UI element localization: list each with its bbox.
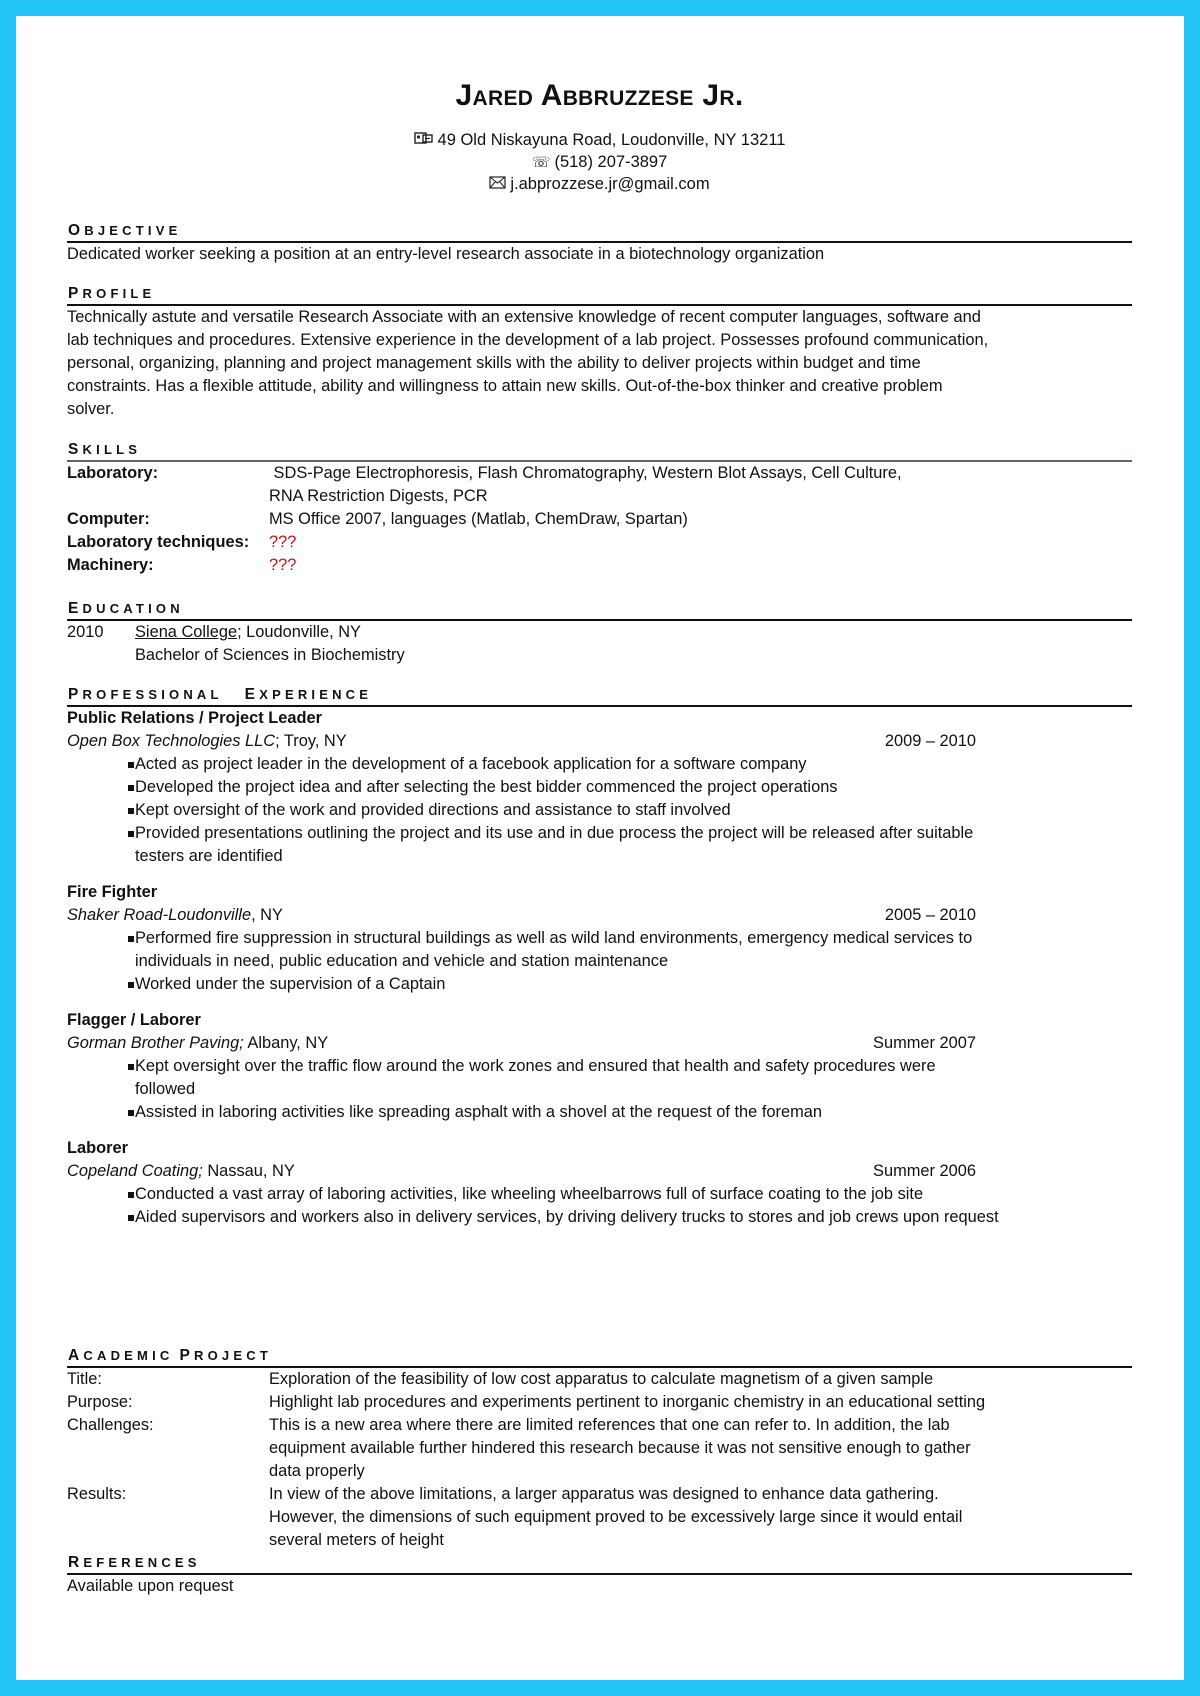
- heading-text: OBJECTIVE: [68, 222, 182, 239]
- bullet-text: Assisted in laboring activities like spreading asphalt with a shovel at the request of the foreman: [135, 1103, 822, 1121]
- bullet-text: Provided presentations outlining the project and its use and in due process the project will be released after suitable: [135, 824, 974, 842]
- project-row-title: [67, 1368, 1132, 1391]
- experience-heading: [67, 686, 1132, 704]
- project-label: Challenges:: [67, 1416, 154, 1434]
- references-heading: [67, 1554, 1132, 1572]
- school-location: ; Loudonville, NY: [237, 623, 361, 641]
- education-body: [135, 621, 405, 667]
- skill-value: MS Office 2007, languages (Matlab, ChemDraw, Spartan): [269, 510, 688, 528]
- job-bullet: [67, 1101, 1132, 1124]
- company-name: Open Box Technologies LLC: [67, 732, 276, 750]
- job-bullet: [67, 927, 1132, 973]
- project-value-line: However, the dimensions of such equipment proved to be excessively large since it would entail: [269, 1508, 963, 1526]
- square-bullet-icon: [128, 785, 134, 791]
- job-employer-line: [67, 730, 1132, 753]
- company-name: Shaker Road-Loudonville: [67, 906, 252, 924]
- references-text: Available upon request: [67, 1577, 234, 1595]
- square-bullet-icon: [128, 982, 134, 988]
- job-bullets: [67, 927, 1132, 996]
- job-employer-line: [67, 1032, 1132, 1055]
- bullet-text: individuals in need, public education and vehicle and station maintenance: [135, 952, 669, 970]
- skill-value: [269, 462, 1029, 508]
- bullet-text: testers are identified: [135, 847, 283, 865]
- profile-heading: [67, 285, 1132, 303]
- skill-value-placeholder: ???: [269, 556, 297, 574]
- project-value-line: equipment available further hindered this research because it was not sensitive enough to gather: [269, 1439, 971, 1457]
- bullet-text: Conducted a vast array of laboring activities, like wheeling wheelbarrows full of surface coating to the job site: [135, 1185, 924, 1203]
- job-dates: 2009 – 2010: [884, 732, 976, 750]
- job-bullet: [67, 753, 1132, 776]
- skill-label: Laboratory techniques:: [67, 533, 250, 551]
- candidate-name: Jared Abbruzzese Jr.: [455, 79, 744, 112]
- skill-row-laboratory: [67, 462, 1132, 508]
- job-bullets: [67, 1183, 1132, 1229]
- project-label: Results:: [67, 1485, 127, 1503]
- email-line[interactable]: [67, 173, 1132, 196]
- skill-label: Computer:: [67, 510, 150, 528]
- heading-text: ACADEMIC: [68, 1347, 174, 1364]
- heading-text: SKILLS: [68, 441, 142, 458]
- bullet-text: Kept oversight over the traffic flow around the work zones and ensured that health and safety procedures were: [135, 1057, 936, 1075]
- academic-project-heading: [67, 1347, 1132, 1365]
- project-value-line: several meters of height: [269, 1531, 444, 1549]
- job-entry: [67, 881, 1132, 996]
- bullet-text: Performed fire suppression in structural buildings as well as wild land environments, emergency medical services to: [135, 929, 973, 947]
- project-row-purpose: [67, 1391, 1132, 1414]
- bullet-text: Kept oversight of the work and provided directions and assistance to staff involved: [135, 801, 731, 819]
- skill-value-placeholder: ???: [269, 533, 297, 551]
- job-employer-line: [67, 904, 1132, 927]
- bullet-text: Developed the project idea and after selecting the best bidder commenced the project operations: [135, 778, 838, 796]
- school-name: Siena College: [135, 623, 238, 641]
- education-year: 2010: [67, 623, 104, 641]
- job-location: Albany, NY: [243, 1034, 329, 1052]
- job-bullet: [67, 1183, 1132, 1206]
- skills-section: [67, 441, 1132, 577]
- job-dates: Summer 2006: [873, 1162, 976, 1180]
- skill-label: Machinery:: [67, 556, 154, 574]
- project-value-line: This is a new area where there are limited references that one can refer to. In addition, the lab: [269, 1416, 950, 1434]
- job-title: Public Relations / Project Leader: [67, 709, 323, 727]
- profile-line: solver.: [67, 400, 115, 418]
- job-employer-line: [67, 1160, 1132, 1183]
- job-bullet: [67, 799, 1132, 822]
- heading-text: EXPERIENCE: [244, 686, 373, 703]
- square-bullet-icon: [128, 1215, 134, 1221]
- project-row-results: [67, 1483, 1132, 1552]
- heading-text: PROFILE: [68, 285, 156, 302]
- phone-line: [67, 151, 1132, 174]
- bullet-text: followed: [135, 1080, 196, 1098]
- profile-section: [67, 285, 1132, 421]
- company-name: Copeland Coating;: [67, 1162, 203, 1180]
- heading-text: PROJECT: [179, 1347, 272, 1364]
- degree: Bachelor of Sciences in Biochemistry: [135, 646, 405, 664]
- job-location: , NY: [251, 906, 283, 924]
- heading-text: REFERENCES: [68, 1554, 201, 1571]
- project-value-line: data properly: [269, 1462, 365, 1480]
- profile-line: constraints. Has a flexible attitude, ability and willingness to attain new skills. Out-of-the-box thinker and creative problem: [67, 377, 943, 395]
- education-entry: [67, 621, 1132, 667]
- profile-line: lab techniques and procedures. Extensive experience in the development of a lab project. Possesses profound communication,: [67, 331, 989, 349]
- square-bullet-icon: [128, 808, 134, 814]
- job-location: ; Troy, NY: [275, 732, 347, 750]
- phone-text: (518) 207-3897: [554, 153, 668, 171]
- square-bullet-icon: [128, 1110, 134, 1116]
- resume-page: [16, 16, 1184, 1680]
- heading-text: EDUCATION: [68, 600, 184, 617]
- job-location: Nassau, NY: [202, 1162, 295, 1180]
- skill-row-computer: [67, 508, 1132, 531]
- skill-row-machinery: [67, 554, 1132, 577]
- objective-heading: [67, 222, 1132, 240]
- references-section: [67, 1554, 1132, 1598]
- project-value: [269, 1414, 1119, 1483]
- objective-text: Dedicated worker seeking a position at an entry-level research associate in a biotechnology organization: [67, 245, 825, 263]
- heading-text: PROFESSIONAL: [68, 686, 223, 703]
- job-bullets: [67, 1055, 1132, 1124]
- job-title: Laborer: [67, 1139, 129, 1157]
- company-name: Gorman Brother Paving;: [67, 1034, 244, 1052]
- skill-value-line: RNA Restriction Digests, PCR: [269, 487, 488, 505]
- objective-section: [67, 222, 1132, 266]
- job-entry: [67, 707, 1132, 868]
- project-value: Highlight lab procedures and experiments pertinent to inorganic chemistry in an educational setting: [269, 1393, 986, 1411]
- job-bullet: [67, 822, 1132, 868]
- profile-line: Technically astute and versatile Research Associate with an extensive knowledge of recent computer languages, software and: [67, 308, 981, 326]
- skill-label: Laboratory:: [67, 464, 159, 482]
- bullet-text: Worked under the supervision of a Captain: [135, 975, 446, 993]
- email-link[interactable]: j.abprozzese.jr@gmail.com: [510, 175, 710, 193]
- project-label: Title:: [67, 1370, 102, 1388]
- experience-section: [67, 686, 1132, 1229]
- project-label: Purpose:: [67, 1393, 133, 1411]
- bullet-text: Acted as project leader in the development of a facebook application for a software company: [135, 755, 807, 773]
- job-dates: 2005 – 2010: [884, 906, 976, 924]
- job-dates: Summer 2007: [873, 1034, 976, 1052]
- address-line: [67, 129, 1132, 152]
- job-bullet: [67, 1055, 1132, 1101]
- job-entry: [67, 1009, 1132, 1124]
- square-bullet-icon: [128, 1064, 134, 1070]
- job-title: Flagger / Laborer: [67, 1011, 201, 1029]
- education-section: [67, 600, 1132, 667]
- job-bullet: [67, 1206, 1132, 1229]
- job-entry: [67, 1137, 1132, 1229]
- skill-value-line: SDS-Page Electrophoresis, Flash Chromatography, Western Blot Assays, Cell Culture,: [269, 464, 902, 482]
- skills-heading: [67, 441, 1132, 459]
- square-bullet-icon: [128, 1192, 134, 1198]
- square-bullet-icon: [128, 831, 134, 837]
- square-bullet-icon: [128, 762, 134, 768]
- job-title: Fire Fighter: [67, 883, 158, 901]
- project-value: [269, 1483, 1119, 1552]
- address-text: 49 Old Niskayuna Road, Loudonville, NY 13211: [437, 131, 786, 149]
- telephone-icon: ☏: [531, 154, 551, 171]
- square-bullet-icon: [128, 936, 134, 942]
- envelope-icon: [489, 174, 506, 196]
- address-card-icon: [414, 130, 434, 152]
- job-bullet: [67, 776, 1132, 799]
- project-value: Exploration of the feasibility of low cost apparatus to calculate magnetism of a given sample: [269, 1370, 934, 1388]
- job-bullets: [67, 753, 1132, 868]
- project-row-challenges: [67, 1414, 1132, 1483]
- education-heading: [67, 600, 1132, 618]
- profile-text: [67, 306, 1132, 421]
- bullet-text: Aided supervisors and workers also in delivery services, by driving delivery trucks to stores and job crews upon request: [135, 1208, 999, 1226]
- job-bullet: [67, 973, 1132, 996]
- project-value-line: In view of the above limitations, a larger apparatus was designed to enhance data gathering.: [269, 1485, 939, 1503]
- profile-line: personal, organizing, planning and project management skills with the ability to deliver projects within budget and time: [67, 354, 921, 372]
- skill-row-lab-techniques: [67, 531, 1132, 554]
- academic-project-section: [67, 1347, 1132, 1552]
